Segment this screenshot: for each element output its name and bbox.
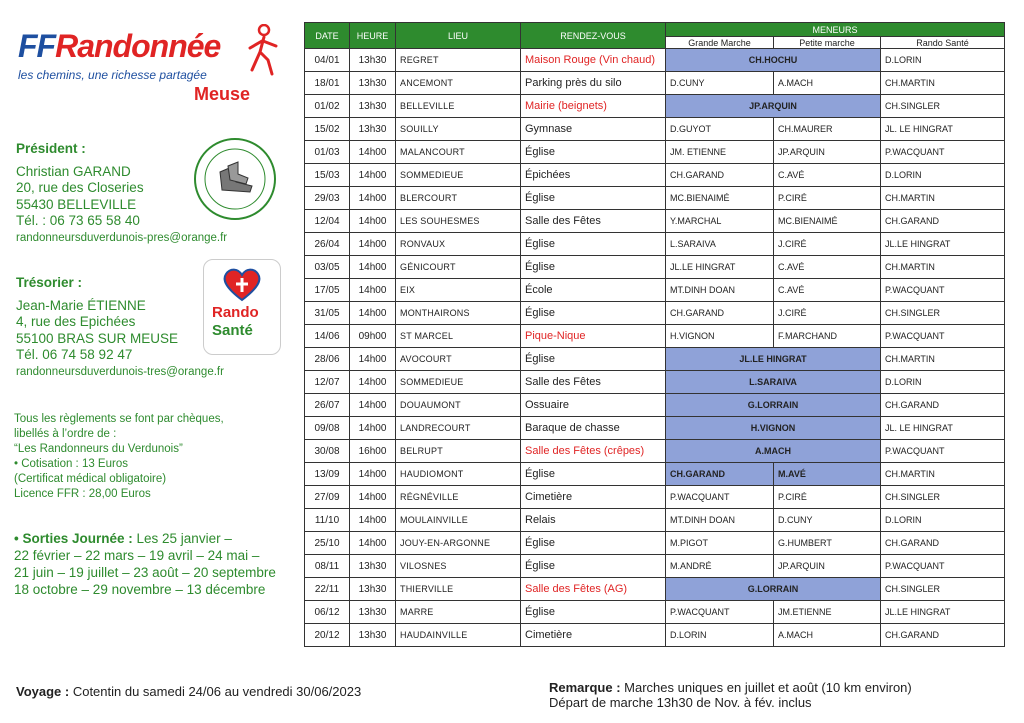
cell-rendez-vous: Église	[521, 187, 666, 210]
cell-lieu: DOUAUMONT	[396, 394, 521, 417]
cell-petite-marche: A.MACH	[774, 624, 881, 647]
reglements-line2: libellés à l’ordre de :	[14, 428, 117, 440]
reglements-line6: Licence FFR : 28,00 Euros	[14, 488, 151, 500]
cell-date: 30/08	[305, 440, 350, 463]
table-row	[305, 302, 1005, 325]
table-row	[305, 279, 1005, 302]
cell-grande-marche: D.CUNY	[666, 72, 774, 95]
cell-meneur-merged: CH.HOCHU	[666, 49, 881, 72]
sorties-line2: 22 février – 22 mars – 19 avril – 24 mai –	[14, 548, 260, 563]
cell-heure: 14h00	[350, 371, 396, 394]
cell-grande-marche: MC.BIENAIMÉ	[666, 187, 774, 210]
brand-name: FFRandonnée	[18, 28, 221, 64]
cell-heure: 13h30	[350, 95, 396, 118]
cell-date: 29/03	[305, 187, 350, 210]
cell-rando-sante: JL.LE HINGRAT	[881, 233, 1005, 256]
cell-heure: 14h00	[350, 302, 396, 325]
tresorier-tel: Tél. 06 74 58 92 47	[16, 347, 133, 362]
cell-heure: 14h00	[350, 417, 396, 440]
cell-lieu: BELLEVILLE	[396, 95, 521, 118]
remarque-note	[549, 680, 912, 710]
cell-lieu: HAUDAINVILLE	[396, 624, 521, 647]
cell-date: 04/01	[305, 49, 350, 72]
cell-rendez-vous: Église	[521, 555, 666, 578]
cell-rando-sante: D.LORIN	[881, 164, 1005, 187]
brand-tagline: les chemins, une richesse partagée	[18, 68, 207, 82]
cell-date: 12/07	[305, 371, 350, 394]
president-address1: 20, rue des Closeries	[16, 180, 144, 195]
cell-rendez-vous: Église	[521, 233, 666, 256]
region-label: Meuse	[194, 84, 251, 104]
cell-petite-marche: C.AVÉ	[774, 164, 881, 187]
schedule-body	[305, 49, 1005, 647]
cell-lieu: AVOCOURT	[396, 348, 521, 371]
cell-rendez-vous: Église	[521, 141, 666, 164]
cell-rendez-vous: Relais	[521, 509, 666, 532]
table-row	[305, 371, 1005, 394]
cell-rando-sante: JL. LE HINGRAT	[881, 417, 1005, 440]
cell-petite-marche: C.AVÉ	[774, 256, 881, 279]
cell-petite-marche: MC.BIENAIMÉ	[774, 210, 881, 233]
cell-rando-sante: JL. LE HINGRAT	[881, 118, 1005, 141]
cell-rando-sante: D.LORIN	[881, 371, 1005, 394]
schedule-table	[304, 22, 1005, 647]
tresorier-block	[16, 275, 224, 380]
cell-petite-marche: M.AVÉ	[774, 463, 881, 486]
cell-grande-marche: M.PIGOT	[666, 532, 774, 555]
col-lieu: LIEU	[396, 23, 521, 49]
cell-date: 18/01	[305, 72, 350, 95]
cell-date: 20/12	[305, 624, 350, 647]
cell-lieu: RÉGNÉVILLE	[396, 486, 521, 509]
cell-heure: 14h00	[350, 141, 396, 164]
cell-date: 09/08	[305, 417, 350, 440]
cell-lieu: BELRUPT	[396, 440, 521, 463]
cell-rando-sante: CH.MARTIN	[881, 463, 1005, 486]
cell-petite-marche: F.MARCHAND	[774, 325, 881, 348]
col-rdv: RENDEZ-VOUS	[521, 23, 666, 49]
cell-heure: 14h00	[350, 164, 396, 187]
cell-date: 22/11	[305, 578, 350, 601]
cell-rendez-vous: Baraque de chasse	[521, 417, 666, 440]
cell-lieu: JOUY-EN-ARGONNE	[396, 532, 521, 555]
cell-rendez-vous: Maison Rouge (Vin chaud)	[521, 49, 666, 72]
cell-lieu: GÉNICOURT	[396, 256, 521, 279]
cell-date: 17/05	[305, 279, 350, 302]
cell-petite-marche: G.HUMBERT	[774, 532, 881, 555]
cell-date: 27/09	[305, 486, 350, 509]
cell-rendez-vous: Mairie (beignets)	[521, 95, 666, 118]
cell-heure: 14h00	[350, 486, 396, 509]
cell-lieu: LANDRECOURT	[396, 417, 521, 440]
cell-heure: 14h00	[350, 256, 396, 279]
cell-date: 11/10	[305, 509, 350, 532]
reglements-line4: • Cotisation : 13 Euros	[14, 458, 128, 470]
reglements-line5: (Certificat médical obligatoire)	[14, 473, 167, 485]
president-name: Christian GARAND	[16, 163, 131, 179]
cell-grande-marche: P.WACQUANT	[666, 486, 774, 509]
heart-icon	[222, 266, 262, 302]
table-row	[305, 141, 1005, 164]
cell-rando-sante: P.WACQUANT	[881, 141, 1005, 164]
cell-grande-marche: H.VIGNON	[666, 325, 774, 348]
cell-rendez-vous: Église	[521, 256, 666, 279]
reglements-block	[14, 412, 294, 502]
cell-rando-sante: CH.MARTIN	[881, 187, 1005, 210]
cell-rendez-vous: Parking près du silo	[521, 72, 666, 95]
cell-petite-marche: J.CIRÉ	[774, 233, 881, 256]
sorties-line4: 18 octobre – 29 novembre – 13 décembre	[14, 582, 266, 597]
cell-petite-marche: JP.ARQUIN	[774, 555, 881, 578]
cell-meneur-merged: H.VIGNON	[666, 417, 881, 440]
cell-rando-sante: CH.GARAND	[881, 394, 1005, 417]
cell-grande-marche: M.ANDRÉ	[666, 555, 774, 578]
cell-heure: 14h00	[350, 233, 396, 256]
cell-date: 13/09	[305, 463, 350, 486]
sorties-block	[14, 530, 294, 598]
cell-meneur-merged: G.LORRAIN	[666, 578, 881, 601]
cell-rendez-vous: Église	[521, 348, 666, 371]
cell-heure: 13h30	[350, 555, 396, 578]
cell-petite-marche: C.AVÉ	[774, 279, 881, 302]
voyage-text: Cotentin du samedi 24/06 au vendredi 30/06/2023	[69, 684, 362, 699]
cell-rendez-vous: Église	[521, 601, 666, 624]
col-grande-marche: Grande Marche	[666, 37, 774, 49]
cell-heure: 16h00	[350, 440, 396, 463]
cell-meneur-merged: JP.ARQUIN	[666, 95, 881, 118]
col-petite-marche: Petite marche	[774, 37, 881, 49]
cell-grande-marche: L.SARAIVA	[666, 233, 774, 256]
tresorier-email[interactable]: randonneursduverdunois-tres@orange.fr	[16, 365, 224, 378]
cell-heure: 14h00	[350, 509, 396, 532]
sorties-line3: 21 juin – 19 juillet – 23 août – 20 septembre	[14, 565, 276, 580]
cell-rendez-vous: Épichées	[521, 164, 666, 187]
cell-grande-marche: JM. ETIENNE	[666, 141, 774, 164]
cell-rendez-vous: Pique-Nique	[521, 325, 666, 348]
cell-rando-sante: CH.GARAND	[881, 210, 1005, 233]
cell-rando-sante: D.LORIN	[881, 49, 1005, 72]
cell-lieu: SOUILLY	[396, 118, 521, 141]
cell-lieu: MONTHAIRONS	[396, 302, 521, 325]
cell-petite-marche: CH.MAURER	[774, 118, 881, 141]
left-panel	[0, 0, 300, 723]
cell-grande-marche: CH.GARAND	[666, 463, 774, 486]
cell-heure: 13h30	[350, 118, 396, 141]
cell-date: 15/02	[305, 118, 350, 141]
cell-grande-marche: JL.LE HINGRAT	[666, 256, 774, 279]
cell-date: 01/03	[305, 141, 350, 164]
cell-date: 03/05	[305, 256, 350, 279]
table-row	[305, 118, 1005, 141]
cell-rendez-vous: Gymnase	[521, 118, 666, 141]
cell-rando-sante: CH.GARAND	[881, 532, 1005, 555]
cell-lieu: EIX	[396, 279, 521, 302]
tresorier-address2: 55100 BRAS SUR MEUSE	[16, 330, 179, 346]
cell-heure: 14h00	[350, 348, 396, 371]
cell-rendez-vous: Cimetière	[521, 486, 666, 509]
cell-petite-marche: D.CUNY	[774, 509, 881, 532]
cell-rando-sante: CH.SINGLER	[881, 486, 1005, 509]
table-row	[305, 440, 1005, 463]
cell-petite-marche: JM.ETIENNE	[774, 601, 881, 624]
cell-rendez-vous: Salle des Fêtes (crêpes)	[521, 440, 666, 463]
cell-rando-sante: P.WACQUANT	[881, 555, 1005, 578]
hiker-icon	[242, 24, 282, 76]
cell-grande-marche: MT.DINH DOAN	[666, 279, 774, 302]
cell-rendez-vous: Cimetière	[521, 624, 666, 647]
cell-grande-marche: D.LORIN	[666, 624, 774, 647]
cell-petite-marche: P.CIRÉ	[774, 486, 881, 509]
cell-date: 14/06	[305, 325, 350, 348]
cell-lieu: LES SOUHESMES	[396, 210, 521, 233]
cell-date: 06/12	[305, 601, 350, 624]
cell-rando-sante: CH.MARTIN	[881, 348, 1005, 371]
cell-lieu: VILOSNES	[396, 555, 521, 578]
cell-rando-sante: CH.MARTIN	[881, 256, 1005, 279]
cell-lieu: SOMMEDIEUE	[396, 371, 521, 394]
cell-rando-sante: P.WACQUANT	[881, 325, 1005, 348]
cell-date: 26/04	[305, 233, 350, 256]
cell-petite-marche: P.CIRÉ	[774, 187, 881, 210]
cell-rendez-vous: Église	[521, 532, 666, 555]
cell-date: 25/10	[305, 532, 350, 555]
cell-rendez-vous: Salle des Fêtes	[521, 210, 666, 233]
sorties-line1: Les 25 janvier –	[132, 531, 232, 546]
reglements-line1: Tous les règlements se font par chèques,	[14, 413, 224, 425]
cell-petite-marche: A.MACH	[774, 72, 881, 95]
cell-rendez-vous: Salle des Fêtes (AG)	[521, 578, 666, 601]
cell-meneur-merged: G.LORRAIN	[666, 394, 881, 417]
cell-grande-marche: P.WACQUANT	[666, 601, 774, 624]
table-row	[305, 394, 1005, 417]
table-row	[305, 95, 1005, 118]
cell-lieu: SOMMEDIEUE	[396, 164, 521, 187]
col-rando-sante: Rando Santé	[881, 37, 1005, 49]
cell-grande-marche: MT.DINH DOAN	[666, 509, 774, 532]
cell-lieu: ANCEMONT	[396, 72, 521, 95]
club-stamp-logo	[192, 136, 278, 222]
cell-date: 26/07	[305, 394, 350, 417]
cell-rendez-vous: Ossuaire	[521, 394, 666, 417]
cell-rando-sante: P.WACQUANT	[881, 440, 1005, 463]
table-row	[305, 417, 1005, 440]
table-row	[305, 233, 1005, 256]
table-row	[305, 164, 1005, 187]
table-row	[305, 532, 1005, 555]
rando-word: Rando	[212, 304, 259, 321]
cell-lieu: MARRE	[396, 601, 521, 624]
cell-rando-sante: CH.SINGLER	[881, 578, 1005, 601]
cell-rendez-vous: Salle des Fêtes	[521, 371, 666, 394]
cell-heure: 13h30	[350, 49, 396, 72]
table-row	[305, 325, 1005, 348]
cell-rando-sante: P.WACQUANT	[881, 279, 1005, 302]
cell-heure: 14h00	[350, 532, 396, 555]
cell-grande-marche: CH.GARAND	[666, 302, 774, 325]
table-row	[305, 601, 1005, 624]
cell-lieu: RONVAUX	[396, 233, 521, 256]
cell-rando-sante: JL.LE HINGRAT	[881, 601, 1005, 624]
remarque-line1: Marches uniques en juillet et août (10 km environ)	[620, 680, 912, 695]
cell-meneur-merged: JL.LE HINGRAT	[666, 348, 881, 371]
cell-heure: 13h30	[350, 72, 396, 95]
cell-meneur-merged: A.MACH	[666, 440, 881, 463]
president-email[interactable]: randonneursduverdunois-pres@orange.fr	[16, 231, 228, 244]
cell-rando-sante: CH.GARAND	[881, 624, 1005, 647]
cell-date: 31/05	[305, 302, 350, 325]
table-row	[305, 509, 1005, 532]
cell-heure: 13h30	[350, 601, 396, 624]
sante-word: Santé	[212, 322, 253, 339]
table-row	[305, 624, 1005, 647]
ffrandonnee-logo	[18, 28, 278, 108]
voyage-label: Voyage :	[16, 684, 70, 699]
remarque-label: Remarque :	[549, 680, 621, 695]
cell-rando-sante: CH.SINGLER	[881, 302, 1005, 325]
col-heure: HEURE	[350, 23, 396, 49]
cell-heure: 14h00	[350, 210, 396, 233]
tresorier-label: Trésorier :	[16, 275, 83, 290]
cell-date: 12/04	[305, 210, 350, 233]
cell-heure: 09h00	[350, 325, 396, 348]
sorties-label: • Sorties Journée :	[14, 531, 133, 546]
cell-rando-sante: CH.SINGLER	[881, 95, 1005, 118]
table-row	[305, 348, 1005, 371]
cell-heure: 14h00	[350, 187, 396, 210]
president-address2: 55430 BELLEVILLE	[16, 196, 137, 212]
cell-lieu: REGRET	[396, 49, 521, 72]
cell-date: 28/06	[305, 348, 350, 371]
cell-petite-marche: JP.ARQUIN	[774, 141, 881, 164]
cell-petite-marche: J.CIRÉ	[774, 302, 881, 325]
col-meneurs: MENEURS	[666, 23, 1005, 37]
table-row	[305, 578, 1005, 601]
cell-date: 08/11	[305, 555, 350, 578]
cell-heure: 13h30	[350, 578, 396, 601]
table-row	[305, 72, 1005, 95]
cell-rando-sante: D.LORIN	[881, 509, 1005, 532]
cell-meneur-merged: L.SARAIVA	[666, 371, 881, 394]
cell-lieu: BLERCOURT	[396, 187, 521, 210]
tresorier-name: Jean-Marie ÉTIENNE	[16, 297, 146, 313]
cell-lieu: ST MARCEL	[396, 325, 521, 348]
table-row	[305, 256, 1005, 279]
cell-heure: 14h00	[350, 394, 396, 417]
cell-grande-marche: D.GUYOT	[666, 118, 774, 141]
cell-heure: 14h00	[350, 279, 396, 302]
reglements-line3: “Les Randonneurs du Verdunois”	[14, 443, 183, 455]
cell-lieu: MALANCOURT	[396, 141, 521, 164]
president-label: Président :	[16, 141, 86, 156]
cell-grande-marche: Y.MARCHAL	[666, 210, 774, 233]
table-row	[305, 187, 1005, 210]
table-row	[305, 49, 1005, 72]
remarque-line2: Départ de marche 13h30 de Nov. à fév. inclus	[549, 695, 812, 710]
table-row	[305, 486, 1005, 509]
cell-lieu: HAUDIOMONT	[396, 463, 521, 486]
table-row	[305, 463, 1005, 486]
cell-date: 01/02	[305, 95, 350, 118]
cell-grande-marche: CH.GARAND	[666, 164, 774, 187]
cell-date: 15/03	[305, 164, 350, 187]
tresorier-address1: 4, rue des Epichées	[16, 314, 136, 329]
cell-heure: 13h30	[350, 624, 396, 647]
cell-rando-sante: CH.MARTIN	[881, 72, 1005, 95]
cell-rendez-vous: Église	[521, 302, 666, 325]
president-tel: Tél. : 06 73 65 58 40	[16, 213, 140, 228]
cell-rendez-vous: Église	[521, 463, 666, 486]
cell-rendez-vous: École	[521, 279, 666, 302]
table-row	[305, 210, 1005, 233]
col-date: DATE	[305, 23, 350, 49]
voyage-note	[16, 684, 361, 699]
cell-heure: 14h00	[350, 463, 396, 486]
table-row	[305, 555, 1005, 578]
cell-lieu: MOULAINVILLE	[396, 509, 521, 532]
cell-lieu: THIERVILLE	[396, 578, 521, 601]
